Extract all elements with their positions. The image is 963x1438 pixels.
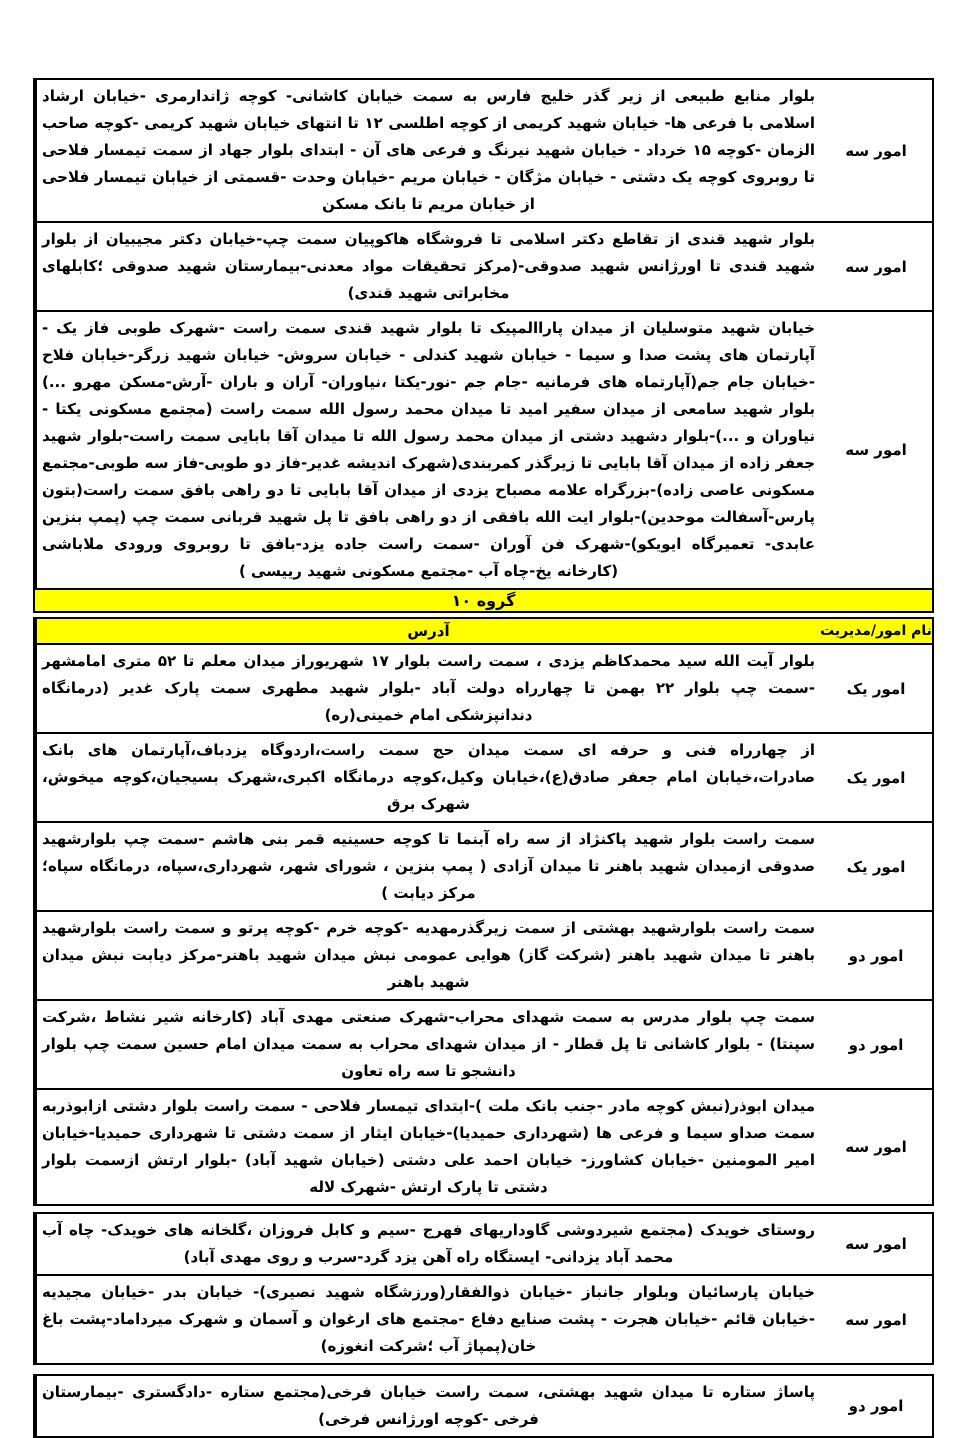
address-cell	[35, 80, 820, 221]
address-text: بلوار شهید قندی از تقاطع دکتر اسلامی تا فروشگاه هاکوپیان سمت چپ-خیابان دکتر مجیبیان از بلوار شهید قندی تا اورژانس شهید صدوقی-(مرکز تحقیقات مواد معدنی-بیمارستان شهید صدوقی ؛کابلهای مخابراتی شهید قندی)	[42, 230, 815, 302]
dept-cell: امور سه	[845, 441, 907, 459]
header-row	[35, 619, 932, 643]
table-section-low	[33, 1212, 934, 1365]
dept-cell: امور سه	[845, 1138, 907, 1156]
outage-schedule-table	[33, 78, 934, 1438]
table-row	[35, 732, 932, 821]
dept-cell: امور یک	[846, 857, 906, 876]
dept-cell: امور سه	[845, 1235, 907, 1253]
dept-cell: امور سه	[845, 1310, 907, 1329]
table-row	[35, 1274, 932, 1363]
dept-cell: امور دو	[848, 946, 904, 965]
address-cell	[35, 912, 820, 999]
dept-cell: امور سه	[845, 141, 907, 160]
address-text: سمت چپ بلوار مدرس به سمت شهدای محراب-شهرک صنعتی مهدی آباد (کارخانه شیر نشاط ،شرکت سپنتا) - بلوار کاشانی تا پل قطار - از میدان شهدای محراب به سمت میدان امام حسین سمت چپ بلوار دانشجو تا سه راه تعاون	[42, 1008, 815, 1080]
address-text: از چهارراه فنی و حرفه ای سمت میدان حج سمت راست،اردوگاه یزدباف،آپارتمان های بانک صادرات،خیابان امام جعفر صادق(ع)،خیابان وکیل،کوچه درمانگاه اکبری،شهرک بسیجیان،کوچه میخوش، شهرک برق	[42, 741, 815, 813]
address-text: پاساژ ستاره تا میدان شهید بهشتی، سمت راست خیابان فرخی(مجتمع ستاره -دادگستری -بیمارستان فرخی -کوچه اورژانس فرخی)	[42, 1383, 815, 1428]
address-header-text: آدرس	[407, 622, 450, 640]
table-row	[35, 80, 932, 221]
table-row	[35, 999, 932, 1088]
group-banner	[33, 588, 934, 613]
address-text: سمت راست بلوار شهید پاکنژاد از سه راه آبنما تا کوچه حسینیه قمر بنی هاشم -سمت چپ بلوارشهید صدوقی ازمیدان شهید باهنر تا میدان آزادی ( پمپ بنزین ، شورای شهر، شهرداری،سپاه، درمانگاه سپاه؛مرکز دیابت )	[42, 830, 815, 902]
address-text: میدان ابوذر(نبش کوچه مادر -جنب بانک ملت )-ابتدای تیمسار فلاحی - سمت راست بلوار دشتی ازابوذربه سمت صداو سیما و فرعی ها (شهرداری حمیدیا)-خیابان ایثار از سمت دشتی تا شهرداری حمیدیا-خیابان امیر المومنین -خیابان کشاورز- خیابان احمد علی دشتی (خیابان شهید آباد) -بلوار ارتش ازسمت بلوار دشتی تا پارک ارتش -شهرک لاله	[42, 1097, 815, 1196]
table-row	[35, 1376, 932, 1436]
table-section-mid	[33, 643, 934, 1206]
address-text: سمت راست بلوارشهید بهشتی از سمت زیرگذرمهدیه -کوچه خرم -کوچه پرتو و سمت راست بلوارشهید باهنر تا میدان شهید باهنر (شرکت گاز) هوایی عمومی نبش میدان شهید باهنر-مرکز دیابت نبش میدان شهید باهنر	[42, 919, 815, 991]
address-cell	[35, 223, 820, 310]
table-row	[35, 645, 932, 732]
group-title: گروه ۱۰	[451, 591, 516, 610]
address-cell	[35, 645, 820, 732]
table-section-last	[33, 1374, 934, 1438]
address-text: خیابان پارسائیان وبلوار جانباز -خیابان ذوالفقار(ورزشگاه شهید نصیری)- خیابان بدر -خیابان مجیدیه -خیابان قائم -خیابان هجرت - پشت صنایع دفاع -مجتمع های ارغوان و آسمان و شهرک میرداماد-پشت باغ خان(پمپاژ آب ؛شرکت انغوزه)	[42, 1283, 815, 1355]
address-text: خیابان شهید متوسلیان از میدان پاراالمپیک تا بلوار شهید قندی سمت راست -شهرک طوبی فاز یک - آپارتمان های پشت صدا و سیما - خیابان شهید کندلی - خیابان سروش- خیابان شهید زرگر-خیابان فلاح -خیابان جام جم(آپارتماه های فرمانیه -جام جم -نور-یکتا ،نیاوران- آران و باران -آرش-مسکن مهرو ...) بلوار شهید سامعی از میدان سفیر امید تا میدان محمد رسول الله سمت راست (مجتمع مسکونی یکتا - نیاوران و ...)-بلوار دشهید دشتی از میدان محمد رسول الله تا میدان آقا بابایی سمت راست-بلوار شهید جعفر زاده از میدان آقا بابایی تا زیرگذر کمربندی(شهرک اندیشه غدیر-فاز دو طوبی-فاز سه طوبی-مجتمع مسکونی عاصی زاده)-بزرگراه علامه مصباح یزدی از میدان آقا بابایی تا دو راهی بافق سمت راست(بتون پارس-آسفالت موحدین)-بلوار ایت الله بافقی از دو راهی بافق تا پل شهید قربانی سمت چپ (پمپ بنزین عابدی- تعمیرگاه ایویکو)-شهرک فن آوران -سمت راست جاده یزد-بافق تا روبروی ورودی ملاباشی (کارخانه یخ-چاه آب -مجتمع مسکونی شهید رییسی )	[42, 319, 815, 580]
table-row	[35, 310, 932, 588]
dept-column-header: نام امور/مدیریت	[820, 623, 932, 639]
address-column-header	[35, 619, 820, 643]
address-cell	[35, 823, 820, 910]
dept-cell: امور یک	[846, 679, 906, 698]
table-row	[35, 910, 932, 999]
address-cell	[35, 1276, 820, 1363]
table-section-top	[33, 78, 934, 590]
address-cell	[35, 1001, 820, 1088]
address-cell	[35, 312, 820, 588]
address-text: بلوار آیت الله سید محمدکاظم یزدی ، سمت راست بلوار ۱۷ شهریوراز میدان معلم تا ۵۲ متری امامشهر -سمت چپ بلوار ۲۲ بهمن تا چهارراه دولت آباد -بلوار شهید مطهری سمت پارک غدیر (درمانگاه دندانپزشکی امام خمینی(ره)	[42, 652, 816, 724]
table-row	[35, 821, 932, 910]
address-cell	[35, 1214, 820, 1274]
address-cell	[35, 1090, 820, 1204]
address-text: روستای خویدک (مجتمع شیردوشی گاوداریهای فهرج -سیم و کابل فروزان ،گلخانه های خویدک- چاه آب محمد آباد یزدانی- ایستگاه راه آهن یزد گرد-سرب و روی مهدی آباد)	[42, 1221, 815, 1266]
address-cell	[35, 1376, 820, 1436]
dept-cell: امور یک	[846, 768, 906, 787]
dept-cell: امور دو	[848, 1035, 904, 1054]
table-row	[35, 221, 932, 310]
address-text: بلوار منابع طبیعی از زیر گذر خلیج فارس به سمت خیابان کاشانی- کوچه ژاندارمری -خیابان ارشاد اسلامی با فرعی ها- خیابان شهید کریمی از کوچه اطلسی ۱۲ تا انتهای خیابان شهید کریمی -کوچه صاحب الزمان -کوچه ۱۵ خرداد - خیابان شهید نیرنگ و فرعی های آن - ابتدای بلوار جهاد از سمت تیمسار فلاحی تا روبروی کوچه یک دشتی - خیابان مژگان - خیابان مریم -خیابان وحدت -قسمتی از خیابان تیمسار فلاحی از خیابان مریم تا بانک مسکن	[42, 87, 816, 213]
column-header	[33, 617, 934, 645]
dept-cell: امور سه	[845, 257, 907, 276]
table-row	[35, 1214, 932, 1274]
address-cell	[35, 734, 820, 821]
table-row	[35, 1088, 932, 1204]
dept-cell: امور دو	[848, 1397, 904, 1415]
